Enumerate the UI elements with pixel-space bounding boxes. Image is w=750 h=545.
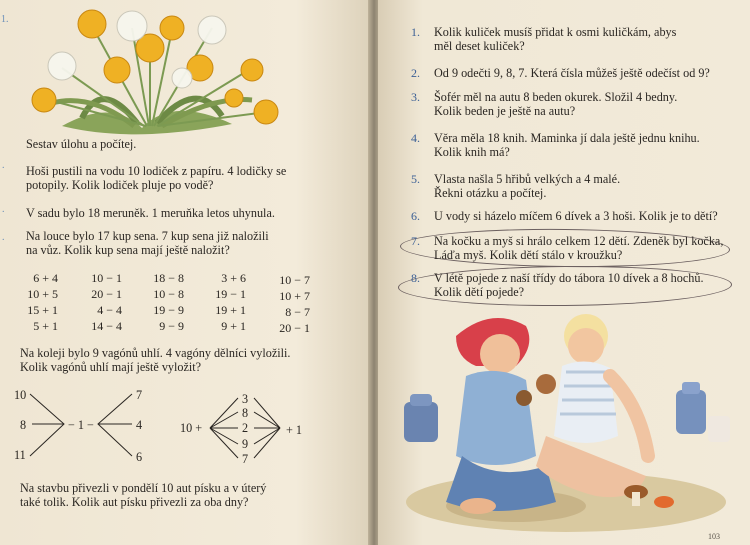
problem-text: Na louce bylo 17 kup sena. 7 kup sena již naložili <box>26 229 269 243</box>
problem-text: také tolik. Kolik aut písku přivezli za oba dny? <box>20 495 249 509</box>
problem-text: U vody si házelo míčem 6 dívek a 3 hoši. Kolik je to dětí? <box>434 209 718 223</box>
exercise-column: 10 − 7 10 + 7 8 − 7 20 − 1 <box>279 273 310 335</box>
item-number: 4. <box>411 131 420 145</box>
right-page <box>378 0 750 545</box>
item-number: 8. <box>411 271 420 285</box>
margin-mark: . <box>2 232 5 243</box>
children-illustration <box>396 306 736 532</box>
item-number: 6. <box>411 209 420 223</box>
page-number: 103 <box>708 532 720 541</box>
diagram-operator: 10 + <box>180 421 203 435</box>
problem-text: Věra měla 18 knih. Maminka jí dala ještě jednu knihu. <box>434 131 700 145</box>
problem-text: měl deset kuliček? <box>434 39 525 53</box>
problem-text: Láďa myš. Kolik dětí stálo v kroužku? <box>434 248 623 262</box>
diagram-operator: + 1 <box>286 423 303 437</box>
problem-text: Kolik kuliček musíš přidat k osmi kuličkám, abys <box>434 25 677 39</box>
dandelion-illustration <box>22 8 284 136</box>
diagram-number: 9 <box>242 437 249 451</box>
problem-text: V sadu bylo 18 meruněk. 1 meruňka letos uhynula. <box>26 206 275 220</box>
exercise-column: 18 − 8 10 − 8 19 − 9 9 − 9 <box>153 271 184 333</box>
subtraction-diagram <box>14 384 174 464</box>
margin-mark: . <box>2 160 5 171</box>
diagram-number: 3 <box>242 392 249 406</box>
problem-text: potopily. Kolik lodiček pluje po vodě? <box>26 178 214 192</box>
problem-text: Na stavbu přivezli v pondělí 10 aut písku a v úterý <box>20 481 267 495</box>
problem-text: na vůz. Kolik kup sena mají ještě naložit? <box>26 243 230 257</box>
problem-text: Od 9 odečti 9, 8, 7. Která čísla můžeš ještě odečíst od 9? <box>434 66 710 80</box>
left-page <box>0 0 370 545</box>
instruction-text: Sestav úlohu a počítej. <box>26 137 137 151</box>
problem-text: Řekni otázku a počítej. <box>434 186 547 200</box>
diagram-number: 6 <box>136 450 143 464</box>
diagram-number: 4 <box>136 418 143 432</box>
item-number: 1. <box>411 25 420 39</box>
problem-text: Na kočku a myš si hrálo celkem 12 dětí. Zdeněk byl kočka, <box>434 234 724 248</box>
diagram-operator: − 1 − <box>68 418 94 432</box>
problem-text: Na koleji bylo 9 vagónů uhlí. 4 vagóny dělníci vyložili. <box>20 346 291 360</box>
problem-text: Kolik dětí pojede? <box>434 285 525 299</box>
item-number: 7. <box>411 234 420 248</box>
item-number: 3. <box>411 90 420 104</box>
diagram-number: 8 <box>20 418 27 432</box>
problem-text: Hoši pustili na vodu 10 lodiček z papíru. 4 lodičky se <box>26 164 287 178</box>
item-number: 2. <box>411 66 420 80</box>
margin-mark: . <box>2 204 5 215</box>
diagram-number: 8 <box>242 406 249 420</box>
problem-text: Vlasta našla 5 hřibů velkých a 4 malé. <box>434 172 621 186</box>
diagram-number: 2 <box>242 421 249 435</box>
problem-text: V létě pojede z naší třídy do tábora 10 dívek a 8 hochů. <box>434 271 704 285</box>
problem-text: Kolik beden je ještě na autu? <box>434 104 576 118</box>
diagram-number: 11 <box>14 448 26 462</box>
diagram-number: 10 <box>14 388 27 402</box>
exercise-column: 6 + 4 10 + 5 15 + 1 5 + 1 <box>27 271 58 333</box>
exercise-column: 10 − 1 20 − 1 4 − 4 14 − 4 <box>91 271 122 333</box>
problem-text: Šofér měl na autu 8 beden okurek. Složil 4 bedny. <box>434 90 678 104</box>
diagram-number: 7 <box>242 452 249 466</box>
problem-text: Kolik knih má? <box>434 145 510 159</box>
exercise-column: 3 + 6 19 − 1 19 + 1 9 + 1 <box>215 271 246 333</box>
problem-text: Kolik vagónů uhlí mají ještě vyložit? <box>20 360 202 374</box>
margin-mark: 1. <box>1 14 9 25</box>
item-number: 5. <box>411 172 420 186</box>
diagram-number: 7 <box>136 388 143 402</box>
